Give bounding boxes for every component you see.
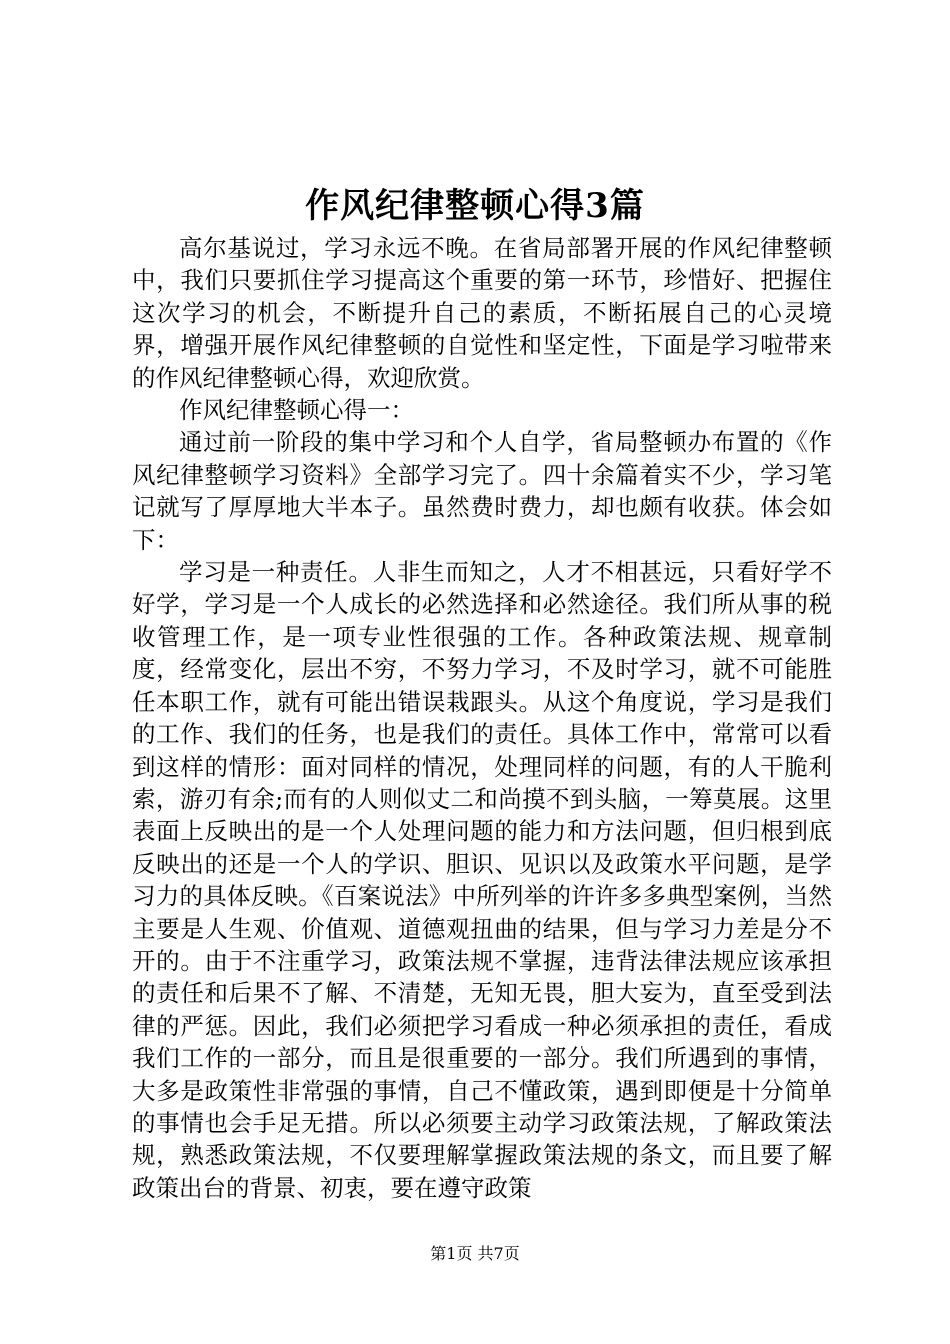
paragraph-summary: 通过前一阶段的集中学习和个人自学，省局整顿办布置的《作风纪律整顿学习资料》全部学习完了。四十余篇着实不少，学习笔记就写了厚厚地大半本子。虽然费时费力，却也颇有收获。体会如下：	[132, 428, 832, 554]
page-footer: 第1页 共7页	[430, 1244, 520, 1263]
document-title: 作风纪律整顿心得3篇	[305, 186, 645, 226]
paragraph-responsibility: 学习是一种责任。人非生而知之，人才不相甚远，只看好学不好学，学习是一个人成长的必然选择和必然途径。我们所从事的税收管理工作，是一项专业性很强的工作。各种政策法规、规章制度，经常变化，层出不穷，不努力学习，不及时学习，就不可能胜任本职工作，就有可能出错误栽跟头。从这个角度说，学习是我们的工作、我们的任务，也是我们的责任。具体工作中，常常可以看到这样的情形：面对同样的情况，处理同样的问题，有的人干脆利索，游刃有余;而有的人则似丈二和尚摸不到头脑，一筹莫展。这里表面上反映出的是一个人处理问题的能力和方法问题，但归根到底反映出的还是一个人的学识、胆识、见识以及政策水平问题，是学习力的具体反映。《百案说法》中所列举的许许多多典型案例，当然主要是人生观、价值观、道德观扭曲的结果，但与学习力差是分不开的。由于不注重学习，政策法规不掌握，违背法律法规应该承担的责任和后果不了解、不清楚，无知无畏，胆大妄为，直至受到法律的严惩。因此，我们必须把学习看成一种必须承担的责任，看成我们工作的一部分，而且是很重要的一部分。我们所遇到的事情，大多是政策性非常强的事情，自己不懂政策，遇到即便是十分简单的事情也会手足无措。所以必须要主动学习政策法规，了解政策法规，熟悉政策法规，不仅要理解掌握政策法规的条文，而且要了解政策出台的背景、初衷，要在遵守政策	[132, 558, 832, 1202]
document-body	[132, 232, 832, 1204]
paragraph-section-heading: 作风纪律整顿心得一：	[179, 396, 414, 425]
paragraph-intro: 高尔基说过，学习永远不晚。在省局部署开展的作风纪律整顿中，我们只要抓住学习提高这个重要的第一环节，珍惜好、把握住这次学习的机会，不断提升自己的素质，不断拓展自己的心灵境界，增强开展作风纪律整顿的自觉性和坚定性，下面是学习啦带来的作风纪律整顿心得，欢迎欣赏。	[132, 234, 832, 392]
